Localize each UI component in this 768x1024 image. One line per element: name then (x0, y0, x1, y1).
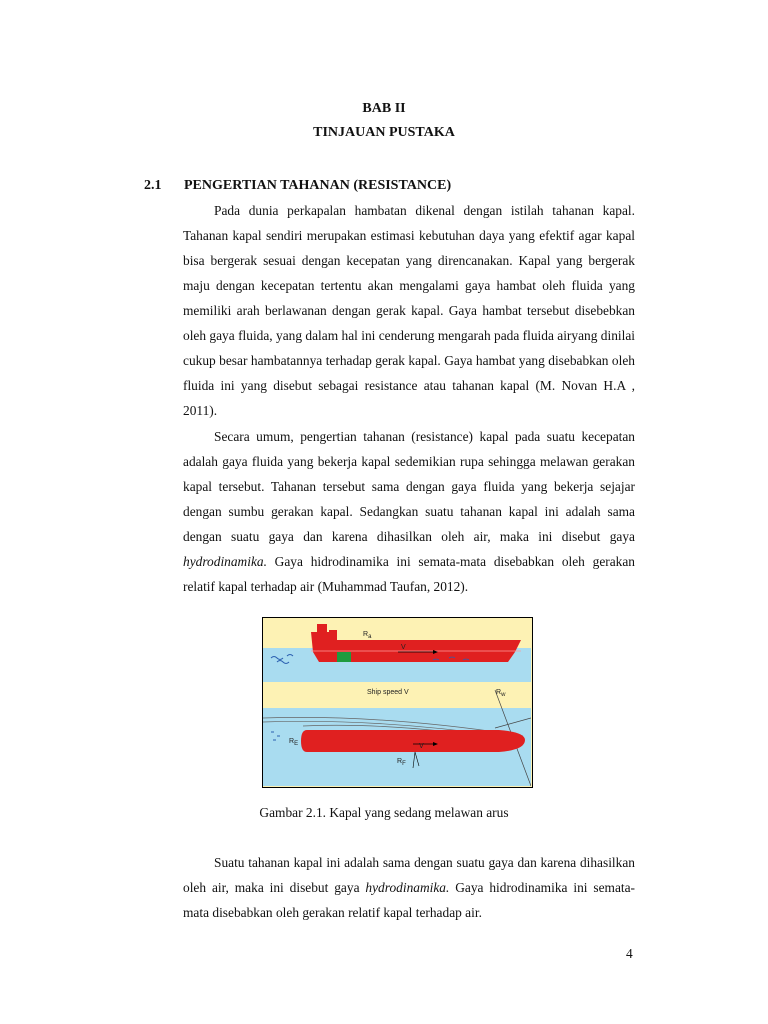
paragraph-2 (183, 424, 635, 599)
paragraph-3-text-a: Suatu tahanan kapal ini adalah sama dengan suatu gaya dan karena dihasilkan oleh air, maka ini disebut gaya (183, 855, 635, 895)
ship-propeller-box (337, 652, 351, 662)
eddy-resistance-label: RE (289, 738, 299, 747)
chapter-title: TINJAUAN PUSTAKA (313, 125, 455, 140)
ship-resistance-illustration (263, 618, 531, 786)
ship-resistance-figure (262, 617, 533, 788)
paragraph-3-text-b: Gaya hidrodinamika ini semata-mata disebabkan oleh gerakan relatif kapal terhadap air. (183, 880, 636, 920)
paragraph-2-text-b: Gaya hidrodinamika ini semata-mata disebabkan oleh gerakan relatif kapal terhadap air (Muhammad Taufan, 2012). (183, 554, 635, 594)
paragraph-3 (183, 850, 635, 925)
section-title: PENGERTIAN TAHANAN (RESISTANCE) (184, 178, 452, 193)
ship-superstructure (329, 630, 337, 640)
velocity-label-bottom: V (419, 743, 424, 750)
velocity-label-top: V (401, 644, 406, 651)
section-number: 2.1 (144, 178, 162, 193)
ship-bridge (317, 624, 327, 634)
ship-speed-label: Ship speed V (367, 689, 409, 696)
wave-resistance-label: Rw (496, 689, 506, 698)
paragraph-3-italic-term: hydrodinamika. (365, 880, 450, 895)
friction-resistance-label: RF (397, 758, 406, 767)
chapter-label: BAB II (362, 101, 406, 116)
ship-hull-top-view (301, 730, 525, 752)
figure-caption: Gambar 2.1. Kapal yang sedang melawan arus (259, 805, 509, 820)
air-resistance-label: Ra (363, 631, 372, 640)
page-number: 4 (626, 946, 633, 961)
paragraph-2-italic-term: hydrodinamika. (183, 554, 267, 569)
paragraph-1: Pada dunia perkapalan hambatan dikenal dengan istilah tahanan kapal. Tahanan kapal sendiri merupakan estimasi kebutuhan daya yang efektif agar kapal bisa bergerak sesuai dengan kecepatan yang direncanakan. Kapal yang bergerak maju dengan kecepatan tertentu akan mengalami gaya hambat oleh fluida yang memiliki arah berlawanan dengan gerak kapal. Gaya hambat tersebut disebebkan oleh gaya fluida, yang dalam hal ini cenderung mengarah pada fluida airyang dinilai cukup besar hambatannya terhadap gerak kapal. Gaya hambat yang disebabkan oleh fluida ini yang disebut sebagai resistance atau tahanan kapal (M. Novan H.A , 2011). (183, 203, 635, 418)
paragraph-2-text-a: Secara umum, pengertian tahanan (resistance) kapal pada suatu kecepatan adalah gaya fluida yang bekerja kapal sedemikian rupa sehingga melawan gerakan kapal tersebut. Tahanan tersebut sama dengan gaya fluida yang bekerja sejajar dengan sumbu gerakan kapal. Sedangkan suatu tahanan kapal ini adalah sama dengan suatu gaya dan karena dihasilkan oleh air, maka ini disebut gaya (183, 429, 635, 544)
